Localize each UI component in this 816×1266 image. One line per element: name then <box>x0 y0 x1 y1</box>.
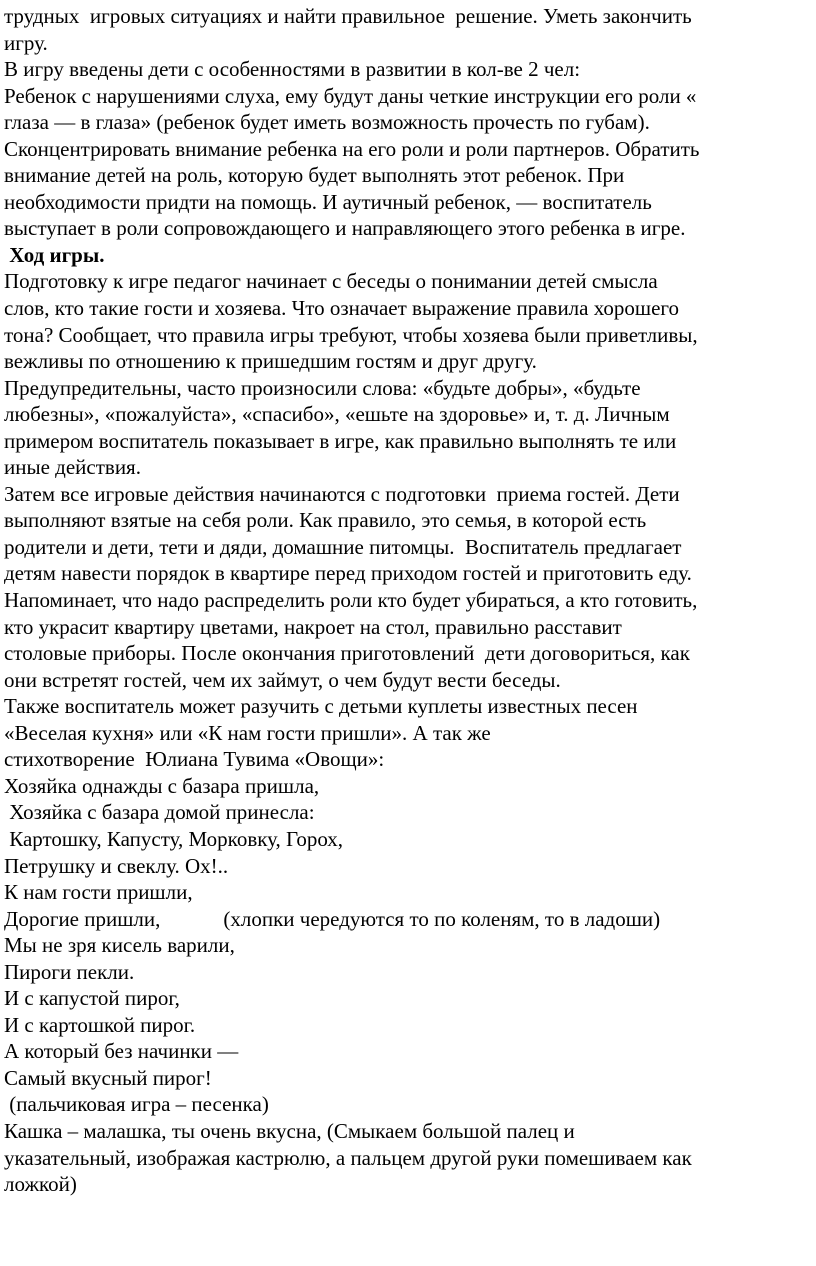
text-line: иные действия. <box>4 455 141 480</box>
text-line: родители и дети, тети и дяди, домашние питомцы. Воспитатель предлагает <box>4 534 682 559</box>
poem-line: Хозяйка однажды с базара пришла, <box>4 773 320 798</box>
text-line: вежливы по отношению к пришедшим гостям и друг другу. <box>4 349 537 374</box>
text-line: трудных игровых ситуациях и найти правильное решение. Уметь закончить <box>4 4 692 28</box>
text-line: примером воспитатель показывает в игре, как правильно выполнять те или <box>4 428 677 453</box>
text-line: Кашка – малашка, ты очень вкусна, (Смыкаем большой палец и <box>4 1118 575 1143</box>
text-line: тона? Сообщает, что правила игры требуют, чтобы хозяева были приветливы, <box>4 322 698 347</box>
text-line: выполняют взятые на себя роли. Как правило, это семья, в которой есть <box>4 508 647 533</box>
text-line: стихотворение Юлиана Тувима «Овощи»: <box>4 747 385 772</box>
poem-line: Самый вкусный пирог! <box>4 1065 212 1090</box>
poem-line: К нам гости пришли, <box>4 880 193 905</box>
text-line: Напоминает, что надо распределить роли кто будет убираться, а кто готовить, <box>4 588 698 613</box>
text-line: детям навести порядок в квартире перед приходом гостей и приготовить еду. <box>4 561 692 586</box>
poem-line: И с картошкой пирог. <box>4 1012 196 1037</box>
poem-line: Дорогие пришли, (хлопки чередуются то по коленям, то в ладоши) <box>4 906 661 931</box>
poem-line: Пироги пекли. <box>4 959 135 984</box>
text-line: «Веселая кухня» или «К нам гости пришли». А так же <box>4 720 491 745</box>
text-line: Сконцентрировать внимание ребенка на его роли и роли партнеров. Обратить <box>4 136 700 161</box>
text-line: выступает в роли сопровождающего и направляющего этого ребенка в игре. <box>4 216 686 241</box>
text-line: слов, кто такие гости и хозяева. Что означает выражение правила хорошего <box>4 296 680 321</box>
poem-line: И с капустой пирог, <box>4 986 180 1011</box>
text-line: ложкой) <box>4 1172 77 1197</box>
text-line: Ребенок с нарушениями слуха, ему будут даны четкие инструкции его роли « <box>4 83 697 108</box>
text-line: кто украсит квартиру цветами, накроет на стол, правильно расставит <box>4 614 622 639</box>
poem-line: Мы не зря кисель варили, <box>4 933 235 958</box>
text-line: необходимости придти на помощь. И аутичный ребенок, — воспитатель <box>4 189 652 214</box>
text-line: Затем все игровые действия начинаются с подготовки приема гостей. Дети <box>4 481 680 506</box>
text-line: Предупредительны, часто произносили слова: «будьте добры», «будьте <box>4 375 641 400</box>
text-line: глаза — в глаза» (ребенок будет иметь возможность прочесть по губам). <box>4 110 650 135</box>
text-line: В игру введены дети с особенностями в развитии в кол-ве 2 чел: <box>4 57 581 82</box>
poem-line: Картошку, Капусту, Морковку, Горох, <box>4 826 344 851</box>
text-line: они встретят гостей, чем их займут, о чем будут вести беседы. <box>4 667 561 692</box>
text-line: Подготовку к игре педагог начинает с беседы о понимании детей смысла <box>4 269 658 294</box>
text-line: указательный, изображая кастрюлю, а пальцем другой руки помешиваем как <box>4 1145 692 1170</box>
text-line: внимание детей на роль, которую будет выполнять этот ребенок. При <box>4 163 625 188</box>
text-line: Также воспитатель может разучить с детьми куплеты известных песен <box>4 694 638 719</box>
poem-line: Хозяйка с базара домой принесла: <box>4 800 315 825</box>
section-heading: Ход игры. <box>4 242 105 267</box>
text-line: любезны», «пожалуйста», «спасибо», «ешьте на здоровье» и, т. д. Личным <box>4 402 670 427</box>
poem-line: Петрушку и свеклу. Ох!.. <box>4 853 229 878</box>
text-line: игру. <box>4 30 48 55</box>
poem-line: А который без начинки — <box>4 1039 239 1064</box>
text-line: (пальчиковая игра – песенка) <box>4 1092 269 1117</box>
text-line: столовые приборы. После окончания приготовлений дети договориться, как <box>4 641 690 666</box>
